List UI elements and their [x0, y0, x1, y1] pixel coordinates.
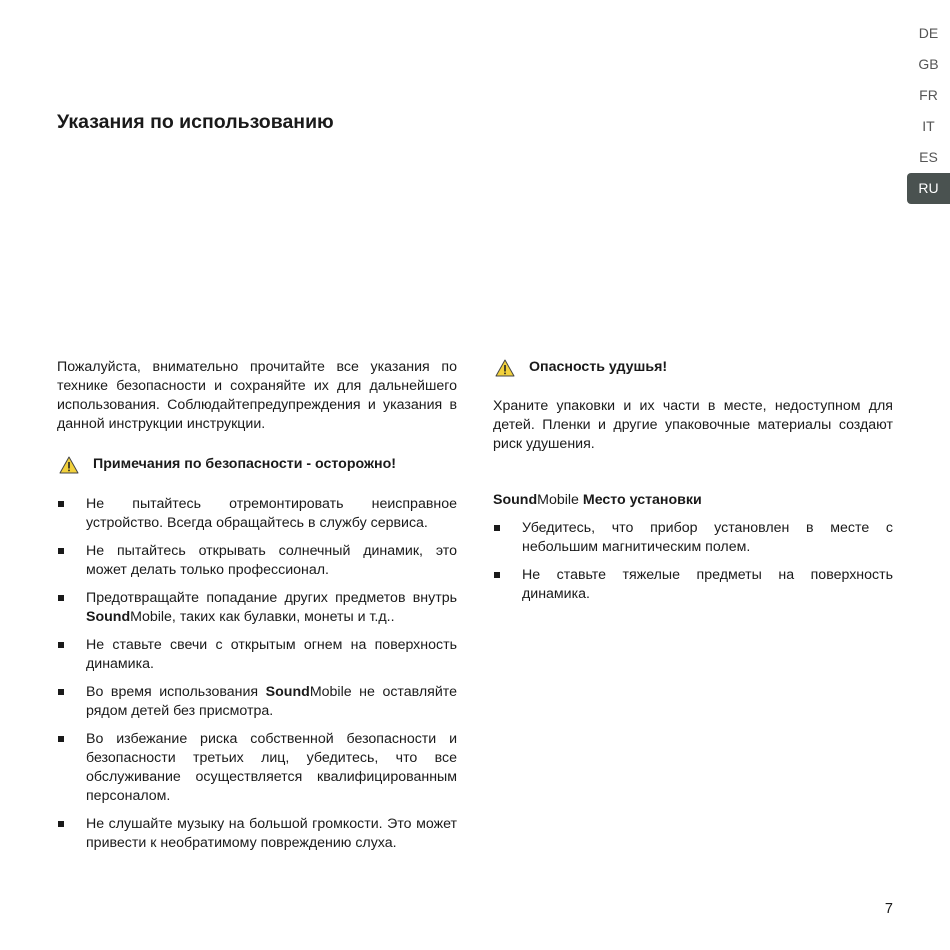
warning-triangle-icon — [59, 456, 79, 474]
square-bullet-icon — [58, 548, 64, 554]
list-item-text: Не ставьте тяжелые предметы на поверхность динамика. — [522, 567, 893, 602]
text-before-brand: Во время использования — [86, 684, 266, 700]
list-item — [57, 636, 457, 674]
page-number: 7 — [884, 901, 893, 917]
list-item — [493, 566, 893, 604]
list-item — [57, 815, 457, 853]
language-tabs — [907, 18, 950, 204]
choking-warning-title: Опасность удушья! — [529, 359, 668, 375]
lang-tab-it[interactable]: IT — [922, 118, 935, 134]
list-item — [57, 730, 457, 806]
square-bullet-icon — [58, 642, 64, 648]
list-item-text: Не пытайтесь отремонтировать неисправное устройство. Всегда обращайтесь в службу сервиса. — [86, 496, 457, 531]
safety-warning-heading — [57, 455, 457, 474]
list-item-text — [86, 684, 457, 719]
lang-tab-fr[interactable]: FR — [919, 87, 938, 103]
text-after-brand: Mobile не оставляйте рядом детей без присмотра. — [86, 684, 457, 719]
lang-tab-de[interactable]: DE — [918, 25, 939, 41]
warning-triangle-icon — [495, 359, 515, 377]
list-item — [57, 542, 457, 580]
square-bullet-icon — [494, 572, 500, 578]
brand-mobile: Mobile — [537, 492, 579, 508]
list-item-text: Не ставьте свечи с открытым огнем на поверхность динамика. — [86, 637, 457, 672]
lang-tab-ru[interactable]: RU — [907, 173, 950, 204]
choking-warning-heading — [493, 358, 893, 377]
square-bullet-icon — [58, 821, 64, 827]
text-after-brand: Mobile, таких как булавки, монеты и т.д.. — [130, 609, 395, 625]
list-item — [57, 495, 457, 533]
lang-tab-es[interactable]: ES — [919, 149, 938, 165]
installation-bullet-list — [493, 519, 893, 604]
choking-warning-text: Храните упаковки и их части в месте, недоступном для детей. Пленки и другие упаковочные материалы создают риск удушения. — [493, 398, 893, 452]
square-bullet-icon — [58, 501, 64, 507]
list-item-text: Не слушайте музыку на большой громкости. Это может привести к необратимому повреждению слуха. — [86, 816, 457, 851]
list-item-text: Не пытайтесь открывать солнечный динамик, это может делать только профессионал. — [86, 543, 457, 578]
square-bullet-icon — [58, 736, 64, 742]
safety-bullet-list — [57, 495, 457, 853]
list-item-text — [86, 590, 457, 625]
square-bullet-icon — [58, 689, 64, 695]
brand-sound: Sound — [265, 684, 310, 700]
list-item — [57, 683, 457, 721]
list-item-text: Убедитесь, что прибор установлен в месте с небольшим магнитическим полем. — [522, 520, 893, 555]
left-column — [57, 358, 457, 862]
square-bullet-icon — [58, 595, 64, 601]
list-item — [493, 519, 893, 557]
brand-sound: Sound — [86, 609, 131, 625]
installation-section-title: Место установки — [578, 492, 702, 508]
safety-warning-title: Примечания по безопасности - осторожно! — [93, 456, 396, 472]
lang-tab-gb[interactable]: GB — [918, 56, 939, 72]
square-bullet-icon — [494, 525, 500, 531]
right-column — [493, 358, 893, 613]
intro-paragraph: Пожалуйста, внимательно прочитайте все указания по технике безопасности и сохраняйте их для дальнейшего использования. Соблюдайтепредупреждения и указания в данной инструкции инструкции. — [57, 359, 457, 432]
installation-section-heading — [493, 491, 893, 510]
list-item-text: Во избежание риска собственной безопасности и безопасности третьих лиц, убедитесь, что все обслуживание осуществляется квалифицированным персоналом. — [86, 731, 457, 804]
page-title: Указания по использованию — [57, 111, 334, 133]
list-item — [57, 589, 457, 627]
text-before-brand: Предотвращайте попадание других предметов внутрь — [86, 590, 457, 606]
brand-sound: Sound — [493, 492, 538, 508]
